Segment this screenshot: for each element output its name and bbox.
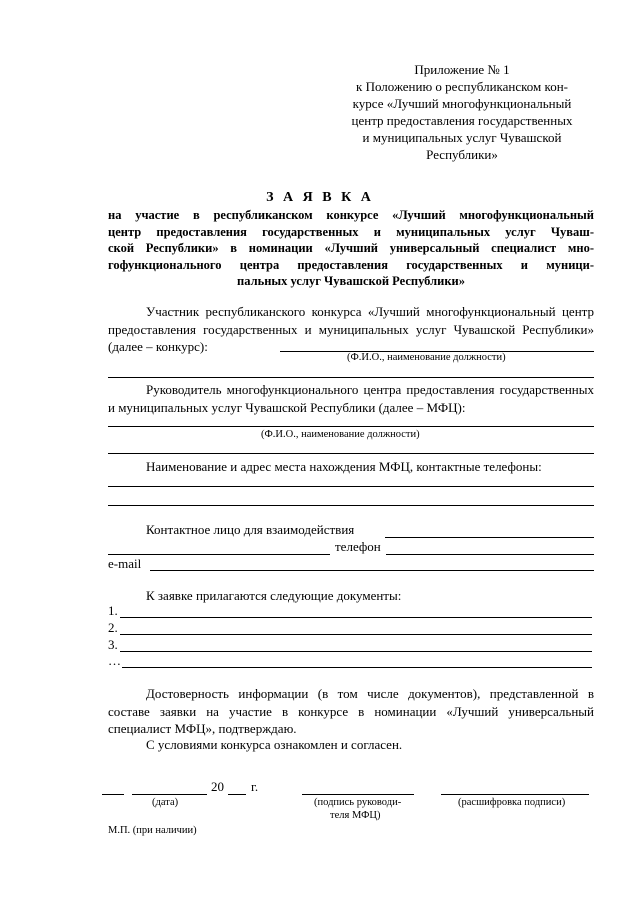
phone-field[interactable] <box>386 554 594 555</box>
stamp-note: М.П. (при наличии) <box>108 825 197 836</box>
document-item-number: … <box>108 653 121 668</box>
head-field[interactable] <box>108 426 594 427</box>
year-field[interactable] <box>228 794 246 795</box>
participant-text: Участник республиканского конкурса «Лучший многофункциональный центр предоставления государственных и муниципальных услуг Чувашской Республики» (далее – конкурс): <box>108 304 594 354</box>
participant-caption: (Ф.И.О., наименование должности) <box>347 352 506 363</box>
subtitle-line: гофункционального центра предоставления государственных и муници- <box>108 257 594 272</box>
subtitle-line: центр предоставления государственных и муниципальных услуг Чуваш- <box>108 224 594 239</box>
confirm-text: Достоверность информации (в том числе документов), представленной в составе заявки на участие в конкурсе в номинации «Лучший универсальный специалист МФЦ», подтверждаю. <box>108 686 594 736</box>
appendix-line: курсе «Лучший многофункциональный <box>352 96 572 111</box>
document-item-number: 3. <box>108 637 118 652</box>
page-subtitle <box>108 207 594 290</box>
document-item-number: 1. <box>108 603 118 618</box>
document-item-field[interactable] <box>120 651 592 652</box>
sign-caption: (подпись руководи- <box>314 797 402 808</box>
address-field-1[interactable] <box>108 486 594 487</box>
address-text: Наименование и адрес места нахождения МФЦ, контактные телефоны: <box>146 459 542 474</box>
contact-person-field-2[interactable] <box>108 554 330 555</box>
signature-field[interactable] <box>302 794 414 795</box>
email-label: e-mail <box>108 556 142 571</box>
subtitle-line: ской Республики» в номинации «Лучший универсальный специалист мно- <box>108 241 594 255</box>
document-item-field[interactable] <box>120 617 592 618</box>
document-item-field[interactable] <box>122 667 592 668</box>
head-field-2[interactable] <box>108 453 594 454</box>
page-title: З А Я В К А <box>266 190 374 205</box>
contact-person-field[interactable] <box>385 537 594 538</box>
head-text: Руководитель многофункционального центра предоставления государственных и муниципальных услуг Чувашской Республики (далее – МФЦ): <box>108 382 594 415</box>
day-field[interactable] <box>102 794 124 795</box>
document-item-number: 2. <box>108 620 118 635</box>
documents-intro: К заявке прилагаются следующие документы: <box>146 588 402 603</box>
appendix-line: к Положению о республиканском кон- <box>356 79 568 94</box>
appendix-line: Приложение № 1 <box>414 62 510 77</box>
appendix-line: и муниципальных услуг Чувашской <box>362 130 562 145</box>
document-item-field[interactable] <box>120 634 592 635</box>
year-suffix: г. <box>251 779 259 794</box>
month-field[interactable] <box>132 794 207 795</box>
date-caption: (дата) <box>152 797 179 808</box>
appendix-line: Республики» <box>426 147 498 162</box>
phone-label: телефон <box>335 539 381 554</box>
subtitle-line: пальных услуг Чувашской Республики» <box>237 274 465 288</box>
contact-person-label: Контактное лицо для взаимодействия <box>146 522 355 537</box>
address-field-2[interactable] <box>108 505 594 506</box>
decode-caption: (расшифровка подписи) <box>458 797 566 808</box>
appendix-line: центр предоставления государственных <box>351 113 573 128</box>
subtitle-line: на участие в республиканском конкурсе «Лучший многофункциональный <box>108 208 594 222</box>
agree-text: С условиями конкурса ознакомлен и согласен. <box>146 737 403 752</box>
year-prefix: 20 <box>211 779 224 794</box>
decode-field[interactable] <box>441 794 589 795</box>
participant-field-2[interactable] <box>108 377 594 378</box>
sign-caption-2: теля МФЦ) <box>330 810 381 821</box>
head-caption: (Ф.И.О., наименование должности) <box>261 429 420 440</box>
appendix-block <box>332 61 592 163</box>
email-field[interactable] <box>150 570 594 571</box>
